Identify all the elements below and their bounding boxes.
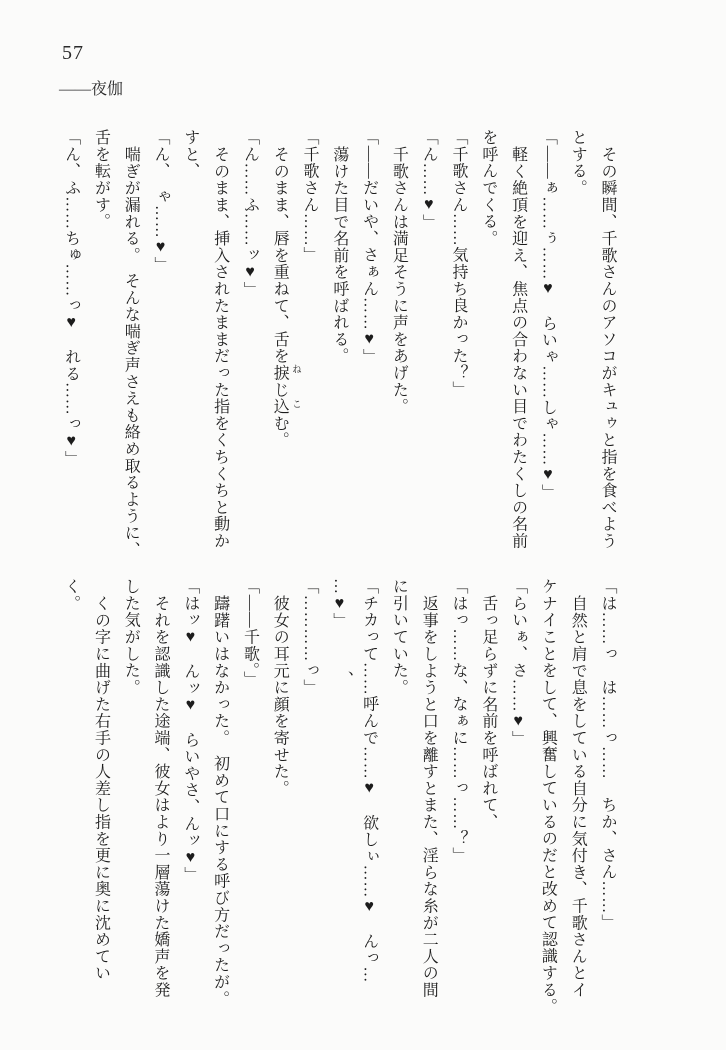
text-block-top (56, 129, 622, 589)
text-line: 「――だいや、さぁん……♥」 (360, 129, 378, 366)
chapter-header: ――夜伽 (59, 81, 124, 98)
text-line: 「千歌さん……気持ち良かった？」 (450, 129, 468, 398)
text-line: 「ん……ふ……ッ♥」 (241, 129, 259, 298)
text-line: 「――千歌。」 (241, 578, 259, 688)
text-line: 「ん、 ゃ……♥」 (152, 129, 170, 274)
text-line: くの字に曲げた右手の人差し指を更に奥に沈めてい (92, 595, 110, 982)
text-line: 舌を転がす。 (92, 129, 110, 230)
furigana-ne: ね (290, 364, 300, 374)
text-line: 喘ぎが漏れる。 そんな喘ぎ声さえも絡め取るように、 (122, 146, 140, 558)
text-line: 舌っ足らずに名前を呼ばれて、 (479, 595, 497, 831)
text-line: そのまま、唇を重ねて、舌を捩じ込む。 (271, 146, 289, 449)
text-line: すと、 (181, 129, 199, 180)
text-line: 「はっ……な、なぁに……っ……？」 (450, 578, 468, 864)
text-line: 「チカって……呼んで……♥ 欲しぃ……♥ んっ… (360, 578, 378, 984)
text-line: とする。 (569, 129, 587, 197)
text-line: それを認識した途端、彼女はより一層蕩けた嬌声を発 (152, 595, 170, 999)
text-line: 「…………っ」 (301, 578, 319, 696)
text-line: 「は……っ は……っ…… ちか、さん……」 (599, 578, 616, 931)
text-line: 軽く絶頂を迎え、焦点の合わない目でわたくしの名前 (509, 146, 527, 550)
text-line: く。 (62, 578, 80, 612)
text-line: …♥」 (330, 578, 348, 630)
text-line: 「千歌さん……」 (301, 129, 319, 264)
text-block-bottom (56, 578, 622, 1040)
text-line: 返事をしようと口を離すとまた、淫らな糸が二人の間 (420, 595, 438, 999)
text-line: 「――ぁ……ぅ……♥ らいゃ……しゃ……♥」 (539, 129, 557, 501)
text-line: 自然と肩で息をしている自分に気付き、千歌さんとイ (569, 595, 587, 999)
text-line: ケナイことをして、興奮しているのだと改めて認識する。 (539, 578, 557, 1015)
text-line: 「ん……♥」 (420, 129, 438, 231)
text-line: 「ん、ふ……ちゅ……っ♥ れる……っ♥」 (62, 129, 80, 467)
text-line: 蕩けた目で名前を呼ばれる。 (330, 146, 348, 365)
text-line: 千歌さんは満足そうに声をあげた。 (390, 146, 408, 415)
text-line: に引いていた。 (390, 578, 408, 696)
text-line: を呼んでくる。 (479, 129, 497, 247)
text-line: そのまま、挿入されたままだった指をくちくちと動か (211, 146, 229, 550)
text-line: 躊躇いはなかった。 初めて口にする呼び方だったが。 (211, 595, 229, 1007)
text-line: 「はッ♥ んッ♥ らいやさ、んッ♥」 (181, 578, 199, 884)
text-line: 「らいぁ、さ……♥」 (509, 578, 527, 747)
text-line: その瞬間、千歌さんのアソコがキュゥと指を食べよう (599, 146, 616, 550)
furigana-ko: こ (290, 399, 300, 409)
floating-comma: 、 (348, 661, 365, 678)
text-line: した気がした。 (122, 578, 140, 696)
text-line: 彼女の耳元に顔を寄せた。 (271, 595, 289, 797)
page-number: 57 (62, 42, 84, 64)
